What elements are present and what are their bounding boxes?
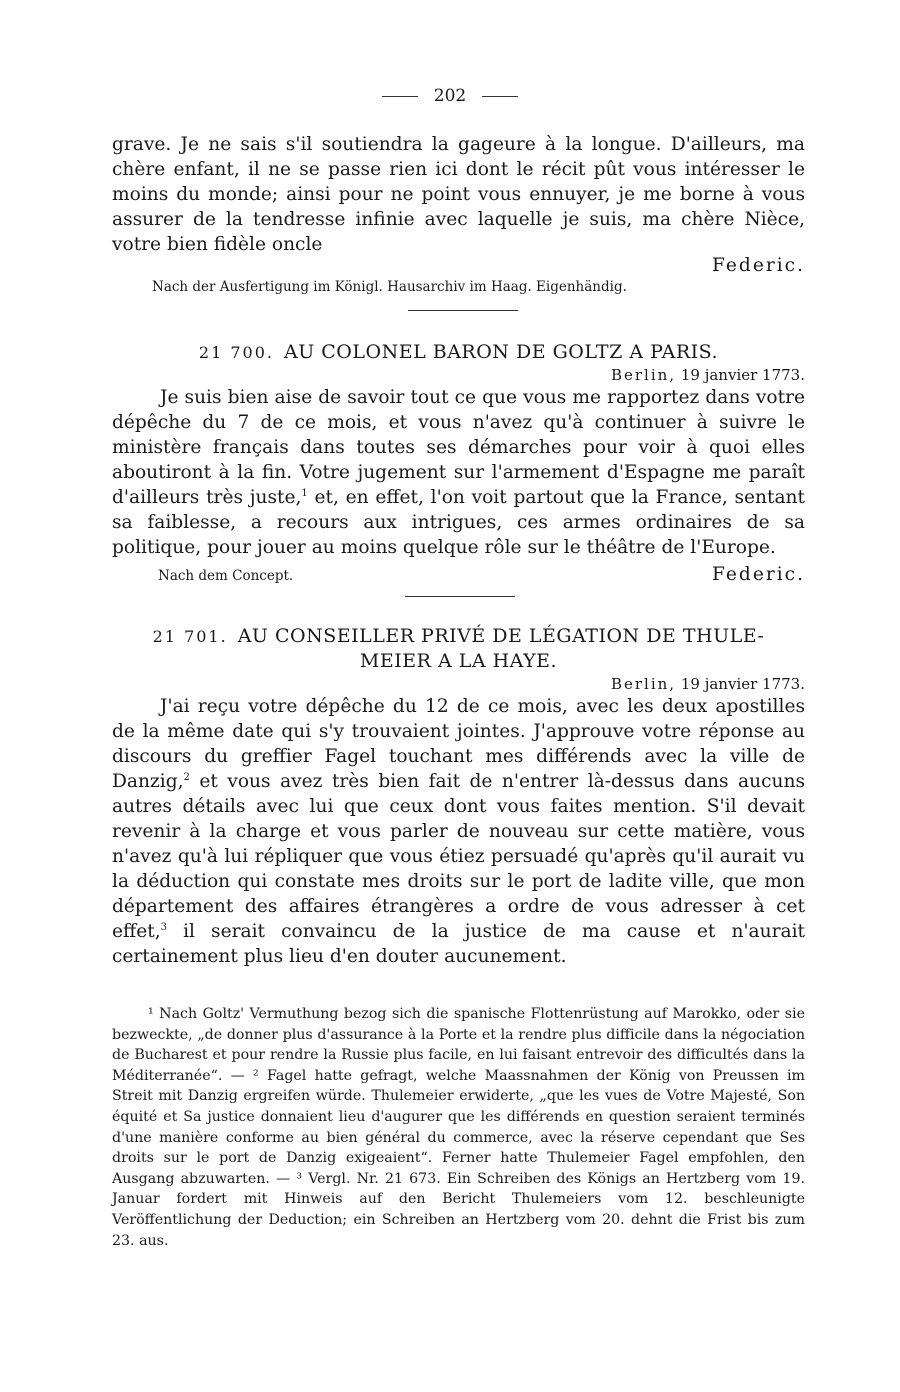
letter-21700-source: Nach dem Concept. [158, 568, 294, 584]
letter-21700-signature: Federic. [712, 564, 805, 585]
letter-21701-dateline [112, 674, 805, 694]
previous-letter-source: Nach der Ausfertigung im Königl. Hausarchiv im Haag. Eigenhändig. [152, 279, 627, 295]
letter-21700-text-a: Je suis bien aise de savoir tout ce que vous me rapportez dans votre dépêche du 7 de ce mois, et vous n'avez qu'à continuer à suivre le ministère français dans toutes ses démarches pour voir à quoi elles aboutiront à la fin. Votre jugement sur l'armement d'Espagne me paraît d'ailleurs très juste, [112, 387, 805, 508]
page-header [0, 86, 900, 106]
footnote-ref-3: 3 [160, 922, 167, 933]
letter-21700-dateline [112, 365, 805, 385]
footnote-ref-1: 1 [301, 488, 308, 499]
previous-letter-text: grave. Je ne sais s'il soutiendra la gageure à la longue. D'ailleurs, ma chère enfant, il ne se passe rien ici dont le récit pût vous intéresser le moins du monde; ainsi pour ne point vous ennuyer, je me borne à vous assurer de la tendresse infinie avec laquelle je suis, ma chère Nièce, votre bien fidèle oncle [112, 134, 805, 255]
letter-21700-place: Berlin, [610, 366, 677, 384]
previous-letter-end [112, 132, 805, 296]
letter-21701-text [112, 694, 805, 969]
letter-21700 [112, 340, 805, 587]
letter-21701-text-b: et vous avez très bien fait de n'entrer là-dessus dans aucuns autres détails avec lui que ceux dont vous faites mention. S'il devait revenir à la charge et vous parler de nouveau sur cette matière, vous n'avez qu'à lui répliquer que vous étiez persuadé qu'après qu'il aurait vu la déduction qui constate mes droits sur le port de ladite ville, que mon département des affaires étrangères a ordre de vous adresser à cet effet, [112, 771, 805, 942]
letter-21701-text-c: il serait convaincu de la justice de ma cause et n'aurait certainement plus lieu d'en douter aucunement. [112, 921, 805, 967]
letter-21701-text-a: J'ai reçu votre dépêche du 12 de ce mois, avec les deux apostilles de la même date qui s'y trouvaient jointes. J'approuve votre réponse au discours du greffier Fagel touchant mes différends avec la ville de Danzig, [112, 696, 805, 792]
header-rule-left [382, 96, 418, 97]
previous-letter-signature: Federic. [712, 255, 805, 276]
letter-21701-number: 21 701. [152, 627, 228, 646]
letter-21700-title: AU COLONEL BARON DE GOLTZ A PARIS. [284, 341, 719, 363]
section-separator-2 [405, 596, 515, 597]
letter-21701-place: Berlin, [610, 675, 677, 693]
letter-21701-heading [112, 624, 805, 674]
letter-21701-date: 19 janvier 1773. [680, 675, 805, 693]
letter-21700-heading [112, 340, 805, 365]
letter-21701 [112, 624, 805, 969]
footnotes-text: ¹ Nach Goltz' Vermuthung bezog sich die spanische Flottenrüstung auf Marokko, oder sie bezweckte, „de donner plus d'assurance à la Porte et la rendre plus difficile dans la négociation de Bucharest et pour rendre la Russie plus facile, en lui faisant entrevoir des difficultés dans la Méditerranée“. — ² Fagel hatte gefragt, welche Maassnahmen der König von Preussen im Streit mit Danzig ergreifen würde. Thulemeier erwiderte, „que les vues de Votre Majesté, Son équité et Sa justice donnaient lieu d'augurer que les différends en question seraient terminés d'une manière conforme au bien général du commerce, avec la réserve cependant que Ses droits sur le port de Danzig exigeaient“. Ferner hatte Thulemeier Fagel empfohlen, den Ausgang abzuwarten. — ³ Vergl. Nr. 21 673. Ein Schreiben des Königs an Hertzberg vom 19. Januar fordert mit Hinweis auf den Bericht Thulemeiers vom 12. beschleunigte Veröffentlichung der Deduction; ein Schreiben an Hertzberg vom 20. dehnt die Frist bis zum 23. aus. [112, 1006, 805, 1249]
letter-21701-title-line2: MEIER A LA HAYE. [359, 650, 558, 672]
letter-21701-title-line1: AU CONSEILLER PRIVÉ DE LÉGATION DE THULE- [237, 625, 765, 647]
section-separator [408, 310, 518, 311]
letter-21700-text [112, 385, 805, 560]
letter-21700-date: 19 janvier 1773. [680, 366, 805, 384]
header-rule-right [482, 96, 518, 97]
footnotes [112, 1004, 805, 1251]
page-number: 202 [433, 86, 467, 106]
footnote-ref-2: 2 [183, 772, 190, 783]
letter-21700-number: 21 700. [198, 343, 274, 362]
letter-21700-text-b: et, en effet, l'on voit partout que la France, sentant sa faiblesse, a recours aux intrigues, ces armes ordinaires de sa politique, pour jouer au moins quelque rôle sur le théâtre de l'Europe. [112, 487, 805, 558]
letter-21700-footer [112, 562, 805, 587]
